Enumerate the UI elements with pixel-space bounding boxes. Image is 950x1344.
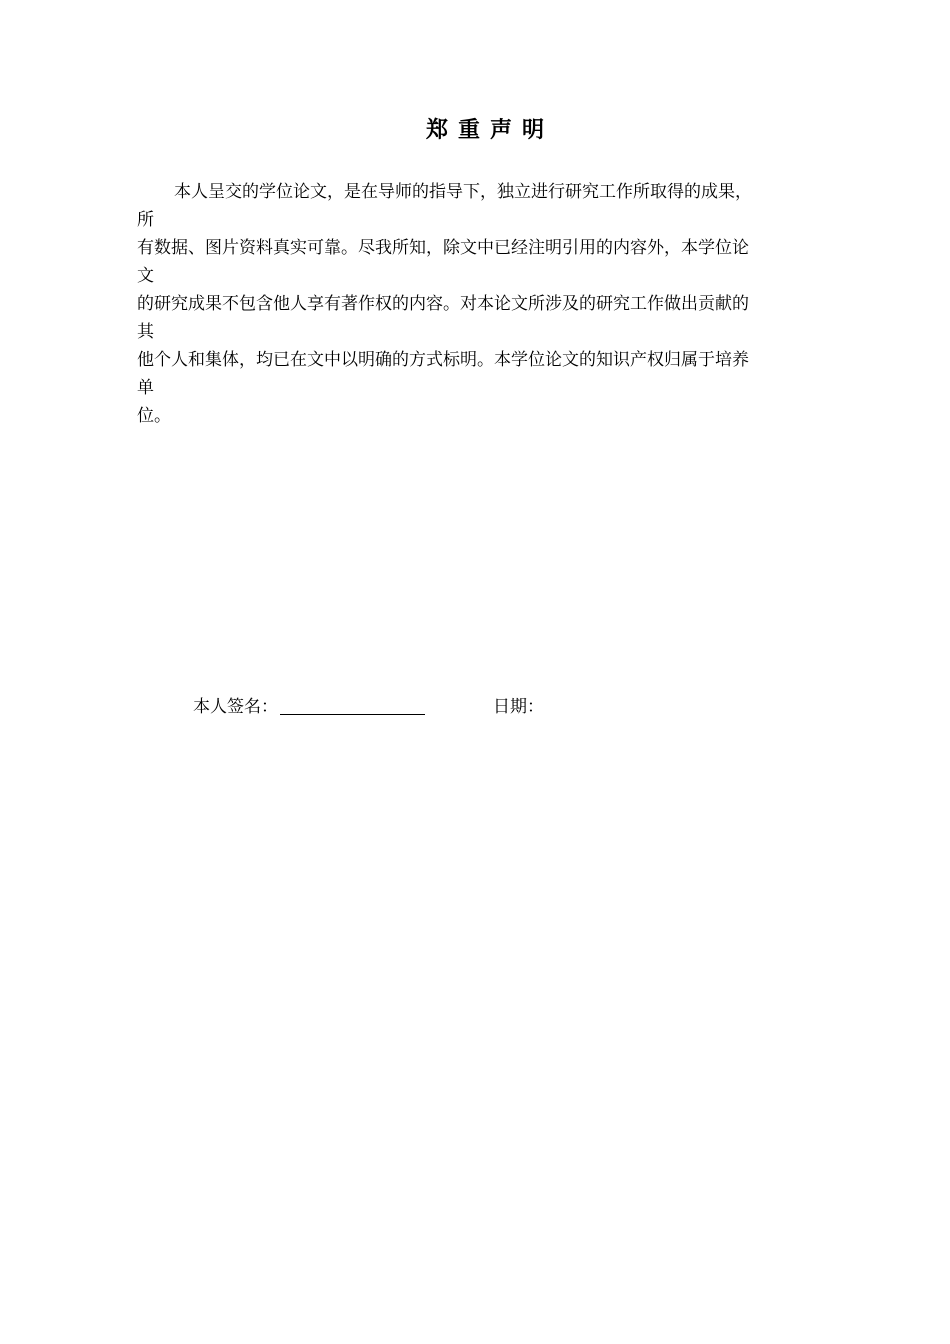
title-char: 郑 <box>425 118 448 143</box>
signature-row <box>193 692 544 722</box>
declaration-paragraph <box>137 178 837 430</box>
date-label: 日期： <box>493 697 544 717</box>
signature-field[interactable] <box>280 692 425 715</box>
title-char: 重 <box>457 118 480 143</box>
paragraph-line: 有数据、图片资料真实可靠。尽我所知，除文中已经注明引用的内容外，本学位论 <box>137 238 749 258</box>
paragraph-line: 他个人和集体，均已在文中以明确的方式标明。本学位论文的知识产权归属于培养 <box>137 350 749 370</box>
paragraph-line: 位。 <box>137 406 171 426</box>
paragraph-line: 单 <box>137 378 154 398</box>
title-char: 声 <box>490 118 513 143</box>
paragraph-line: 的研究成果不包含他人享有著作权的内容。对本论文所涉及的研究工作做出贡献的 <box>137 294 749 314</box>
paragraph-line: 本人呈交的学位论文，是在导师的指导下，独立进行研究工作所取得的成果， <box>174 182 752 202</box>
title-char: 明 <box>522 118 545 143</box>
paragraph-line: 其 <box>137 322 154 342</box>
paragraph-line: 所 <box>137 210 154 230</box>
page-title <box>0 112 950 150</box>
paragraph-line: 文 <box>137 266 154 286</box>
signature-label: 本人签名： <box>193 697 278 717</box>
